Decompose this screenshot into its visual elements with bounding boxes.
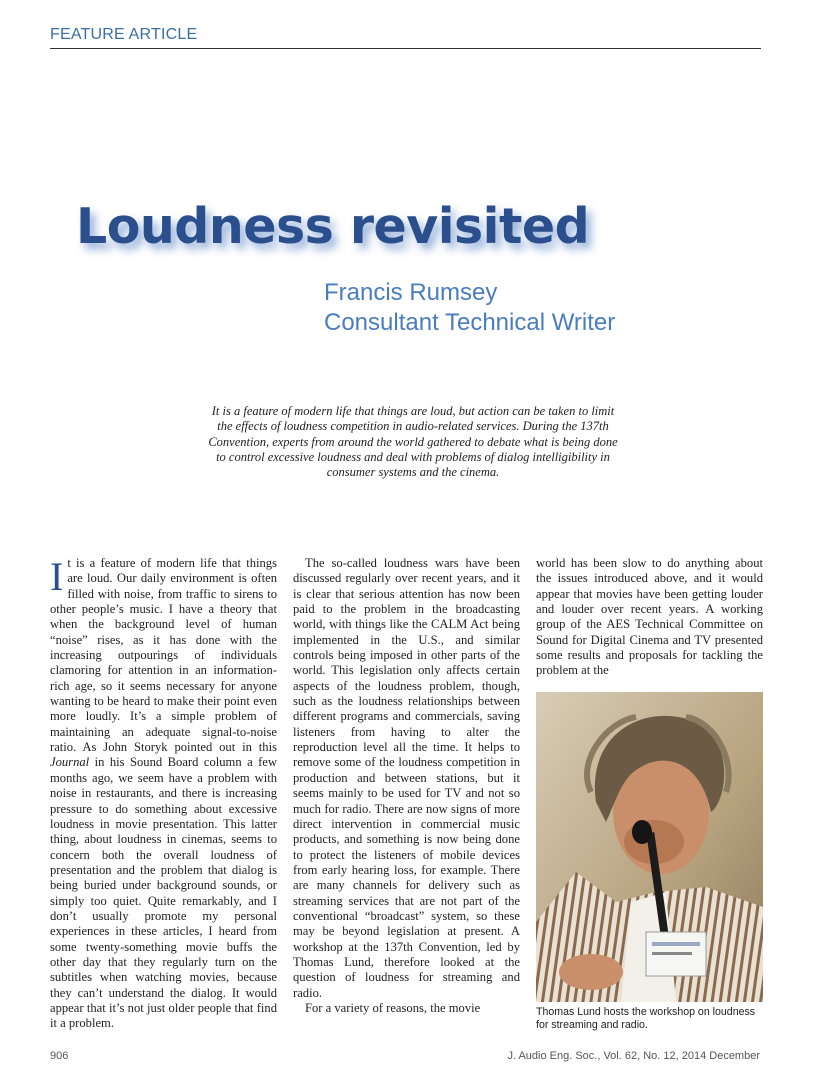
journal-citation: J. Audio Eng. Soc., Vol. 62, No. 12, 2014 December	[507, 1050, 760, 1062]
journal-name: Journal	[50, 755, 90, 770]
author-block	[324, 278, 615, 338]
body-text: t is a feature of modern life that things are loud. Our daily environment is often filled with noise, from traffic to sirens to other people’s music. I have a theory that when the background level of human “noise” rises, as it has done with the increasing outpourings of individuals clamoring for attention in an information-rich age, so it seems necessary for anyone wanting to be heard to make their point even more loudly. It’s a simple problem of maintaining an adequate signal-to-noise ratio. As John Storyk pointed out in this	[50, 556, 277, 755]
body-column-1	[50, 556, 277, 1032]
body-paragraph: The so-called loudness wars have been discussed regularly over recent years, and it is clear that serious attention has now been paid to the problem in the broadcasting world, with things like the CALM Act being implemented in the U.S., and similar controls being imposed in other parts of the world. This legislation only affects certain aspects of the loudness problem, though, such as the loudness relationships between different programs and commercials, saving listeners from having to alter the reproduction level all the time. It helps to remove some of the loudness competition in production and between stations, but it seems mainly to be used for TV and not so much for radio. There are now signs of more direct intervention in commercial music products, and something is now being done to protect the listeners of mobile devices from early hearing loss, for example. There are many channels for delivery such as streaming services that are not part of the conventional “broadcast” system, so these may be beyond legislation at present. A workshop at the 137th Convention, led by Thomas Lund, therefore looked at the question of loudness for streaming and radio.	[293, 556, 520, 1000]
author-role: Consultant Technical Writer	[324, 309, 616, 336]
body-paragraph: For a variety of reasons, the movie	[305, 1000, 481, 1015]
body-column-3	[536, 556, 763, 679]
header-rule	[50, 48, 761, 49]
speaker-photo	[536, 692, 763, 1002]
body-column-2	[293, 556, 520, 1016]
drop-cap: I	[50, 554, 64, 599]
section-label: FEATURE ARTICLE	[50, 26, 198, 43]
article-title: Loudness revisited	[76, 198, 590, 255]
speaker-photo-illustration	[536, 692, 763, 1002]
photo-caption: Thomas Lund hosts the workshop on loudness for streaming and radio.	[536, 1006, 756, 1031]
body-text: in his Sound Board column a few months ago, we seem have a problem with noise in restaurants, and there is increasing pressure to do something about excessive loudness in movie presentation. This latter thing, about loudness in cinemas, seems to concern both the overall loudness of presentation and the problem that dialog is being buried under background sounds, or simply too quiet. Quite remarkably, and I don’t usually promote my personal experiences in these articles, I heard from some twenty-something movie buffs the other day that they regularly turn on the subtitles when watching movies, because they can’t understand the dialog. It would appear that it’s not just older people that find it a problem.	[50, 755, 277, 1031]
body-paragraph	[50, 556, 277, 1032]
author-name: Francis Rumsey	[324, 279, 498, 306]
page-number: 906	[50, 1050, 69, 1062]
article-abstract: It is a feature of modern life that things are loud, but action can be taken to limit the effects of loudness competition in audio-related services. During the 137th Convention, experts from around the world gathered to debate what is being done to control excessive loudness and deal with problems of dialog intelligibility in consumer systems and the cinema.	[208, 404, 618, 480]
body-paragraph: world has been slow to do anything about the issues introduced above, and it would appear that movies have been getting louder and louder over recent years. A working group of the AES Technical Committee on Sound for Digital Cinema and TV presented some results and proposals for tackling the problem at the	[536, 556, 763, 678]
